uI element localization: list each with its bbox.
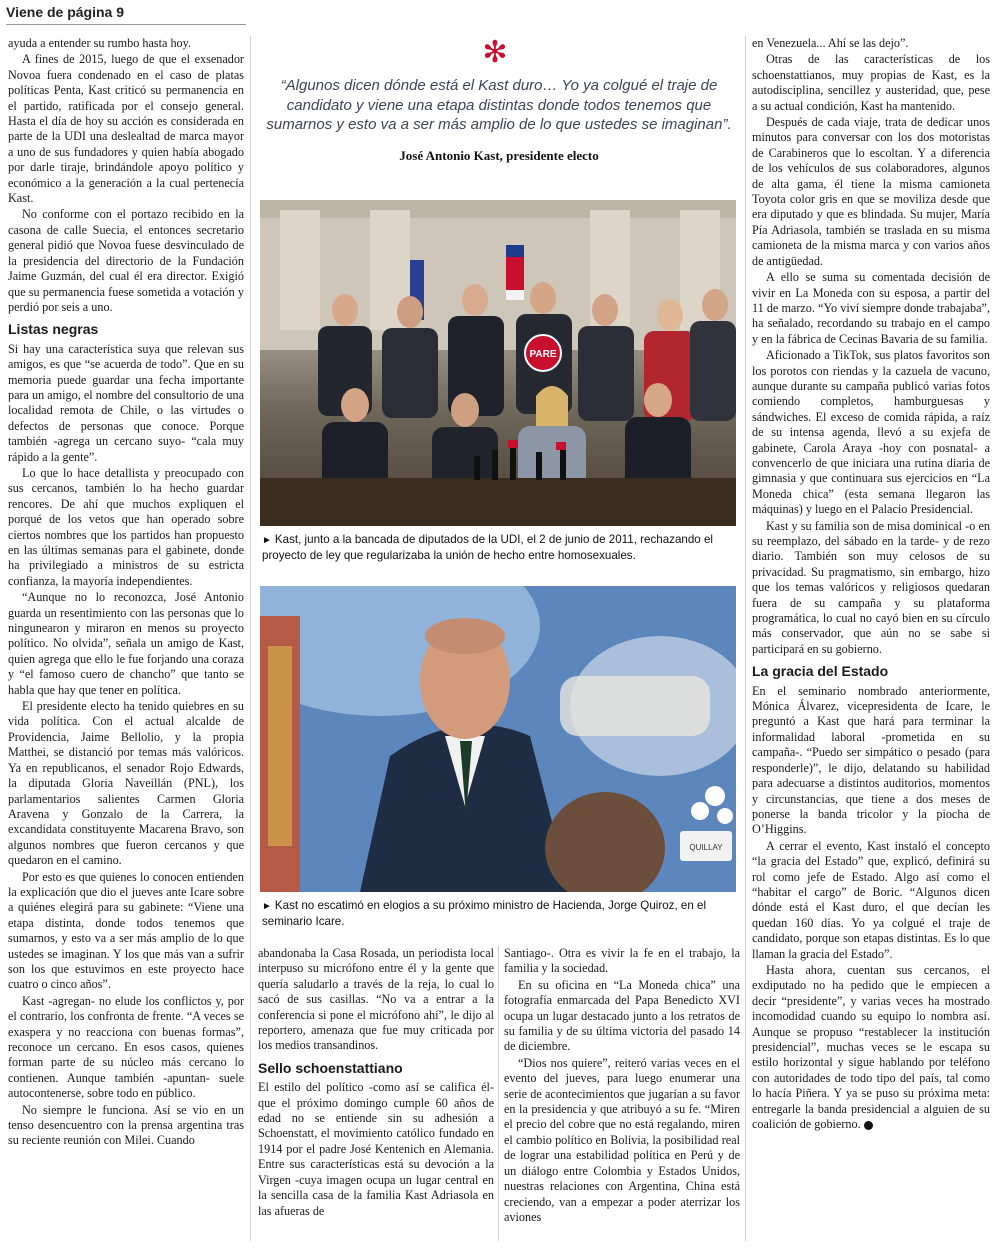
- paragraph: No siempre le funciona. Así se vio en un tenso desencuentro con la prensa argentina tras su reciente reunión con Milei. Cuando: [8, 1102, 244, 1148]
- paragraph: [752, 963, 990, 1132]
- paragraph: “Aunque no lo reconozca, José Antonio guarda un resentimiento con las personas que lo ningunearon y miraron en menos su proyecto político. No olvida”, señala un amigo de Kast, quien agrega que ello le fue forjando una coraza y “el famoso cuero de chancho” que tanto se habla que hay que tener en política.: [8, 590, 244, 697]
- paragraph: A cerrar el evento, Kast instaló el concepto “la gracia del Estado” que, explicó, definirá su rol como jefe de Estado. Algo así como el “habitar el cargo” de Boric. “Algunos dicen dónde está el Kast duro, el que decían les quedan 160 días. Yo ya colgué el traje de candidato, porque son etapas distintas. Es lo que llaman la gracia del Estado”.: [752, 838, 990, 961]
- paragraph: ayuda a entender su rumbo hasta hoy.: [8, 36, 191, 50]
- photo-kast-icare: [260, 586, 736, 892]
- page-continuation-label: Viene de página 9: [6, 4, 125, 20]
- photo-kast-icare-illustration: [260, 586, 736, 892]
- caption-text: Kast no escatimó en elogios a su próximo ministro de Hacienda, Jorge Quiroz, en el seminario Icare.: [262, 899, 707, 928]
- paragraph: El estilo del político -como así se califica él- que el próximo domingo cumple 60 años de edad no se entiende sin su adhesión a Schoenstatt, el movimiento católico fundado en 1914 por el padre José Kentenich en Alemania. Entre sus características está su devoción a la Virgen -cuya imagen ocupa un lugar central en la sencilla casa de la familia Kast Adriasola en las afueras de: [258, 1080, 494, 1218]
- article-column-2: [258, 946, 494, 1220]
- paragraph: Santiago-. Otra es vivir la fe en el trabajo, la familia y la sociedad.: [504, 946, 740, 976]
- paragraph: A ello se suma su comentada decisión de vivir en La Moneda con su esposa, a partir del 11 de marzo. “Yo viví siempre donde trabajaba”, ha señalado, recordando su trabajo en el campo y en la fábrica de Cecinas Bavaria de su familia.: [752, 270, 990, 346]
- paragraph: No conforme con el portazo recibido en la casona de calle Suecia, el entonces secretario general pidió que Novoa fuese desvinculado de la presidencia del directorio de la Fundación Jaime Guzmán, del cual él era director. Exigió que su permanencia fuese sometida a votación y perdió por seis a uno.: [8, 207, 244, 314]
- section-heading-listas-negras: Listas negras: [8, 321, 99, 338]
- article-column-4: [752, 36, 990, 1133]
- caption-triangle-icon: ►: [262, 535, 272, 546]
- column-divider: [745, 36, 746, 1241]
- paragraph-text: Hasta ahora, cuentan sus cercanos, el exdiputado no ha pedido que le empiecen a decir “presidente”, y varias veces ha mostrado incomodidad cuando su equipo lo nombra así. Aunque se propuso “restablecer la institución presidencial”, muchas veces se le escapa su estilo horizontal y sigue hablando por teléfono con autoridades de todo tipo del país, tal como lo hacía Piñera. Y ya se puso su próxima meta: entregarle la banda presidencial a alguien de su coalición de gobierno.: [752, 962, 990, 1132]
- article-column-1: [8, 36, 244, 1150]
- paragraph: A fines de 2015, luego de que el exsenador Novoa fuera condenado en el caso de platas políticas Penta, Kast criticó su permanencia en el partido, ratificada por el consejo general. Hasta el día de hoy su acción es considerada en parte de la UDI una deslealtad de marca mayor a uno de sus fundadores y quien había abogado por darle tiraje, brindándole apoyo político y económico a la generación a la cual pertenecía Kast.: [8, 52, 244, 206]
- table-card-text: QUILLAY: [689, 843, 723, 852]
- caption-text: Kast, junto a la bancada de diputados de la UDI, el 2 de junio de 2011, rechazando el proyecto de ley que regularizaba la unión de hecho entre homosexuales.: [262, 533, 713, 562]
- paragraph: El presidente electo ha tenido quiebres en su vida política. Con el actual alcalde de Providencia, Jaime Bellolio, y la propia Matthei, se distanció por temas más valóricos. Ya en republicanos, el senador Rojo Edwards, la diputada Gloria Naveillán (PNL), los parlamentarios salientes Carmen Gloria Aravena y Gonzalo de la Carrera, la excandidata constituyente Macarena Bravo, son algunos nombres que fueron cercanos y que quedaron en el camino.: [8, 699, 244, 868]
- asterisk-ornament-icon: ✻: [482, 35, 508, 70]
- paragraph: “Dios nos quiere”, reiteró varias veces en el evento del jueves, para luego enumerar una serie de acontecimientos que jugarían a su favor en la presidencia y que atribuyó a su fe. “Miren el precio del cobre que no está regalando, miren el cambio político en Bolivia, la posibilidad real de lograr una estabilidad política en Perú y de un diálogo entre Colombia y Estados Unidos, nuestras relaciones con Argentina, China está creciendo, van a empezar a poder aterrizar los aviones: [504, 1055, 740, 1224]
- column-divider: [498, 946, 499, 1241]
- paragraph: Otras de las características de los schoenstattianos, muy propias de Kast, es la autodisciplina, sencillez y austeridad, que, pese a su actual condición, Kast ha mantenido.: [752, 52, 990, 113]
- section-heading-sello-schoenstattiano: Sello schoenstattiano: [258, 1059, 403, 1076]
- pull-quote-attribution: José Antonio Kast, presidente electo: [399, 148, 599, 163]
- paragraph: Si hay una característica suya que relevan sus amigos, es que “se acuerda de todo”. Que en su memoria puede guardar una fecha importante para un amigo, el nombre del consultorio de una localidad remota de Chile, o las virtudes o defectos de personas que conoce. Porque también -agrega un cercano suyo- “cala muy rápido a la gente”.: [8, 341, 244, 464]
- end-of-article-icon: [864, 1121, 873, 1130]
- caption-triangle-icon: ►: [262, 901, 272, 912]
- paragraph: En su oficina en “La Moneda chica” una fotografía enmarcada del Papa Benedicto XVI ocupa un lugar destacado junto a los retratos de su familia y de su última victoria del pasado 14 de diciembre.: [504, 977, 740, 1054]
- header-rule: [6, 24, 246, 25]
- paragraph: Lo que lo hace detallista y preocupado con sus cercanos, también lo ha hecho guardar rencores. De ahí que muchos expliquen el porqué de los vetos que han operado sobre ciertos nombres que los partidos han propuesto en las últimas semanas para el gabinete, donde ha privilegiado a ministros de su estricta confianza, la mayoría independientes.: [8, 465, 244, 588]
- photo-caption-2: [262, 898, 736, 929]
- paragraph: abandonaba la Casa Rosada, un periodista local interpuso su micrófono entre él y la gente que quería saludarlo a través de la reja, lo cual lo sacó de sus casillas. “No va a entrar a la conferencia si pone el micrófono ahí”, le dijo al reportero, amenaza que fue muy criticada por los medios transandinos.: [258, 946, 494, 1053]
- paragraph: En el seminario nombrado anteriormente, Mónica Álvarez, vicepresidenta de Icare, le preguntó a Kast que hará para terminar la informalidad laboral -prometida en su campaña-. “Puedo ser simpático o pesado (para responderle)”, le dijo, delatando su habilidad para adecuarse a distintos auditorios, momentos y circunstancias, que tiene a dos meses de ponerse la banda tricolor y la piocha de O’Higgins.: [752, 683, 990, 837]
- paragraph: en Venezuela... Ahí se las dejo”.: [752, 36, 909, 50]
- paragraph: Aficionado a TikTok, sus platos favoritos son los porotos con riendas y la cazuela de vacuno, aunque durante su campaña publicó varias fotos comiendo completos, hamburguesas y sándwiches. El exceso de comida rápida, a raíz de su intensa agenda, llevó a su exjefa de gabinete, Carola Araya -hoy con posnatal- a convencerlo de que iniciara una rutina diaria de gimnasia y que continuara sus ejercicios en “La Moneda chica” (esta semana llegaron las máquinas) y luego en el Palacio Presidencial.: [752, 348, 990, 517]
- column-divider: [250, 36, 251, 1241]
- paragraph: Kast y su familia son de misa dominical -o en su reemplazo, del sábado en la tarde- y de rezo diario. También son muy celosos de su privacidad. Su pragmatismo, sin embargo, hizo que los temas valóricos y religiosos quedaran fuera de su campaña y su plataforma programática, lo cual no cayó bien en su círculo más conservador, que aún no se sabe si participará en su gobierno.: [752, 518, 990, 656]
- stop-sign-text: PARE: [529, 349, 557, 360]
- pull-quote: “Algunos dicen dónde está el Kast duro… Yo ya colgué el traje de candidato y viene una etapa distintas donde todos tenemos que sumarnos y esto va a ser más amplio de lo que ustedes se imaginan”.: [266, 77, 732, 133]
- article-column-3: [504, 946, 740, 1226]
- photo-udi-deputies: [260, 200, 736, 526]
- section-heading-la-gracia-del-estado: La gracia del Estado: [752, 663, 889, 680]
- photo-udi-deputies-illustration: [260, 200, 736, 526]
- paragraph: Después de cada viaje, trata de dedicar unos minutos para conversar con los dos motoristas de Carabineros que lo escoltan. Y a diferencia de los vehículos de sus colaboradores, algunos de alta gama, él tiene la misma camioneta Toyota color gris en que se moviliza desde que era diputado y que es blindada. Su mujer, María Pía Adriasola, también se traslada en su misma camioneta de la misma marca y con varios años de antigüedad.: [752, 115, 990, 268]
- paragraph: Por esto es que quienes lo conocen entienden la explicación que dio el jueves ante Icare sobre a quiénes elegirá para su gabinete: “Viene una etapa distinta, donde todos tenemos que sumarnos, y esto va a ser más amplio de lo que ustedes se imaginan. Y los que más van a sufrir son los que estuvimos en este proyecto hace cuatro o cinco años”.: [8, 869, 244, 992]
- photo-caption-1: [262, 532, 736, 563]
- paragraph: Kast -agregan- no elude los conflictos y, por el contrario, los confronta de frente. “A veces se exaspera y no reacciona con buenas formas”, reconoce un cercano. En esos casos, quienes forman parte de su núcleo más cercano lo contienen. Aunque también -apuntan- suele autocontenerse, sobre todo en público.: [8, 993, 244, 1101]
